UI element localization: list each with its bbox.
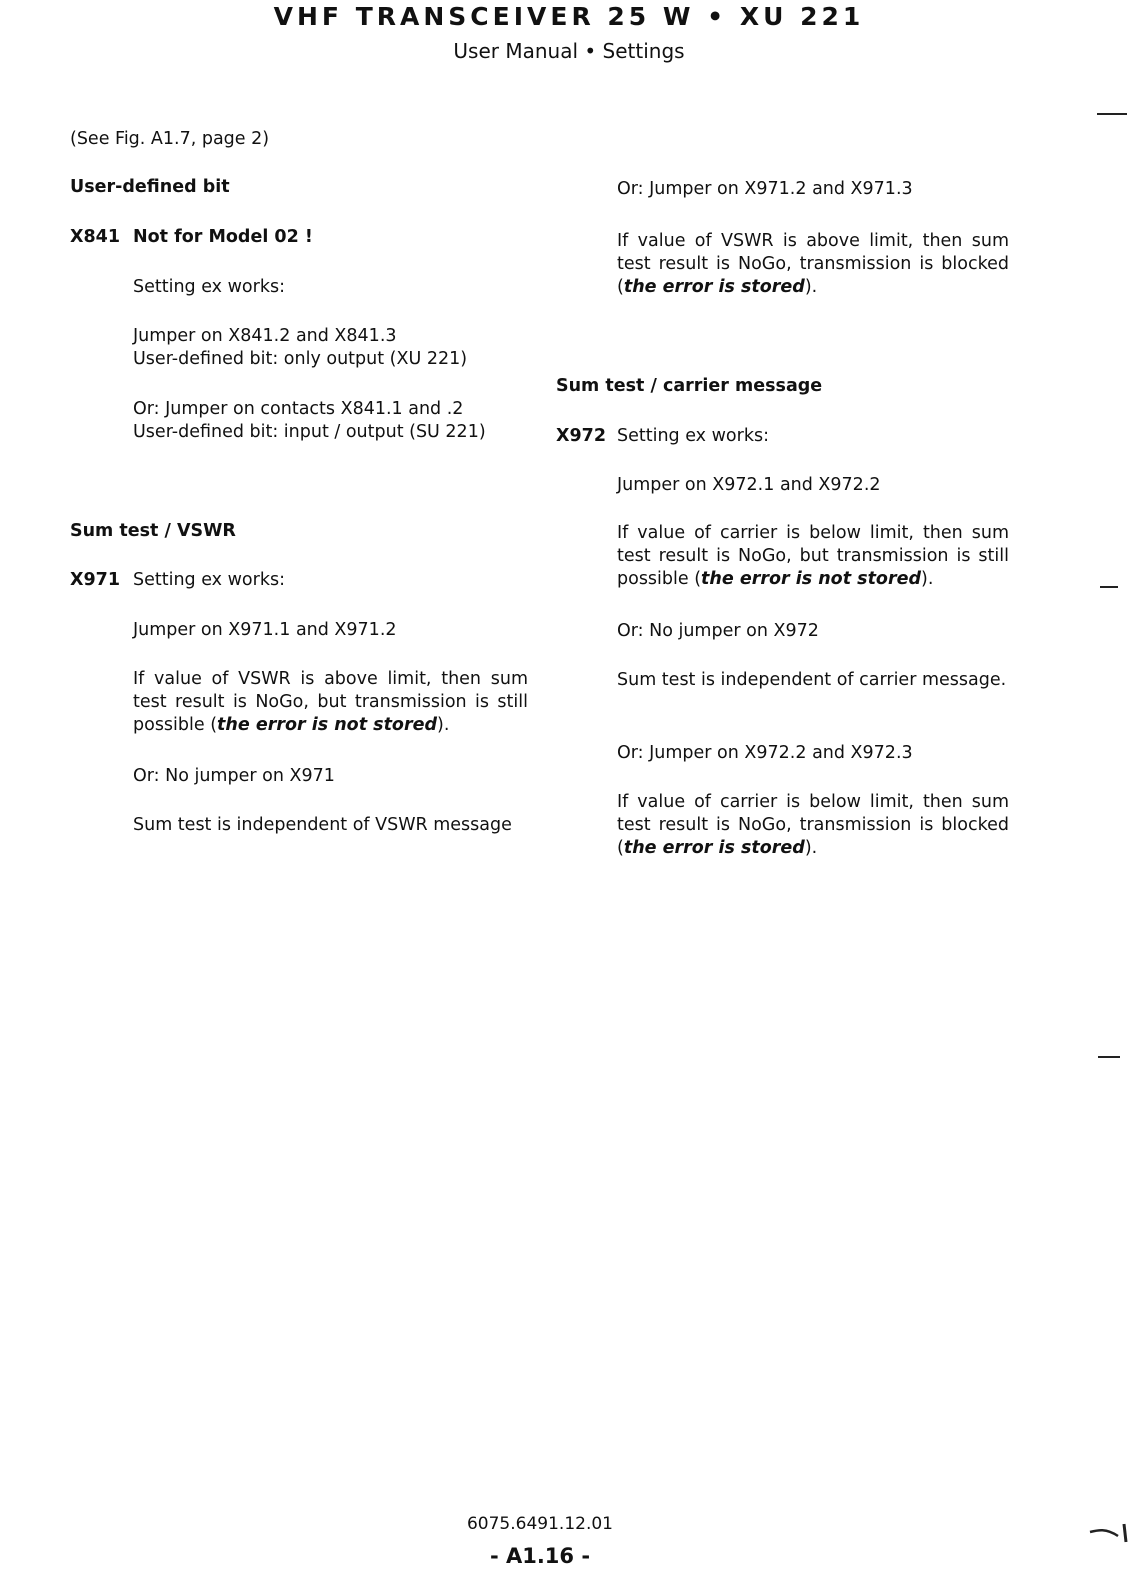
page-number: - A1.16 - xyxy=(489,1544,591,1568)
x841-option-1 xyxy=(133,325,528,371)
x971-blocked-text: If value of VSWR is above limit, then sum test result is NoGo, transmission is blocked ( xyxy=(617,231,1009,297)
x972-description xyxy=(617,522,1009,591)
code-x972: X972 xyxy=(556,426,607,446)
x971-blocked-description xyxy=(617,230,1009,299)
x841-setting-label: Setting ex works: xyxy=(133,277,285,297)
x972-blocked-description xyxy=(617,791,1009,860)
x972-blocked-emphasis: the error is stored xyxy=(623,838,805,858)
x972-description-end: ). xyxy=(921,569,934,589)
x972-setting-label: Setting ex works: xyxy=(617,426,769,446)
x972-or-no-jumper: Or: No jumper on X972 xyxy=(617,621,819,641)
x971-description-emphasis: the error is not stored xyxy=(217,715,437,735)
x972-jumper-default: Jumper on X972.1 and X972.2 xyxy=(617,475,881,495)
section-heading-carrier: Sum test / carrier message xyxy=(556,376,823,396)
section-heading-vswr: Sum test / VSWR xyxy=(70,521,236,541)
x971-jumper-default: Jumper on X971.1 and X971.2 xyxy=(133,620,397,640)
x972-blocked-end: ). xyxy=(804,838,818,858)
x971-description xyxy=(133,668,528,737)
x971-or-jumper: Or: Jumper on X971.2 and X971.3 xyxy=(617,179,913,199)
page-subtitle: User Manual • Settings xyxy=(453,39,685,63)
x841-option-1-line-1: Jumper on X841.2 and X841.3 xyxy=(133,326,397,346)
code-x841: X841 xyxy=(70,227,121,247)
margin-mark xyxy=(1097,113,1127,115)
x971-blocked-emphasis: the error is stored xyxy=(623,277,805,297)
x841-note: Not for Model 02 ! xyxy=(133,227,313,247)
x972-description-text: If value of carrier is below limit, then sum test result is NoGo, but transmission is still possible ( xyxy=(617,523,1009,589)
code-x971: X971 xyxy=(70,570,121,590)
page-corner-mark xyxy=(1088,1510,1132,1550)
x972-description-emphasis: the error is not stored xyxy=(701,569,921,589)
margin-mark xyxy=(1100,586,1118,588)
figure-reference: (See Fig. A1.7, page 2) xyxy=(70,129,270,149)
x971-description-end: ). xyxy=(437,715,450,735)
x841-option-2-line-1: Or: Jumper on contacts X841.1 and .2 xyxy=(133,399,464,419)
x971-or-no-jumper: Or: No jumper on X971 xyxy=(133,766,335,786)
x841-option-2 xyxy=(133,398,528,444)
x972-or-jumper: Or: Jumper on X972.2 and X972.3 xyxy=(617,743,913,763)
x972-blocked-text: If value of carrier is below limit, then sum test result is NoGo, transmission is blocked ( xyxy=(617,792,1009,858)
page-title: VHF TRANSCEIVER 25 W • XU 221 xyxy=(273,2,865,31)
x841-option-2-line-2: User-defined bit: input / output (SU 221) xyxy=(133,422,486,442)
section-heading-user-defined-bit: User-defined bit xyxy=(70,177,230,197)
x971-description-text: If value of VSWR is above limit, then sum test result is NoGo, but transmission is still possible ( xyxy=(133,669,528,735)
x841-option-1-line-2: User-defined bit: only output (XU 221) xyxy=(133,349,468,369)
x971-independent-note: Sum test is independent of VSWR message xyxy=(133,815,512,835)
x971-setting-label: Setting ex works: xyxy=(133,570,285,590)
x971-blocked-end: ). xyxy=(804,277,818,297)
x972-independent-note: Sum test is independent of carrier message. xyxy=(617,670,1007,690)
margin-mark xyxy=(1098,1056,1120,1058)
document-code: 6075.6491.12.01 xyxy=(466,1514,613,1534)
